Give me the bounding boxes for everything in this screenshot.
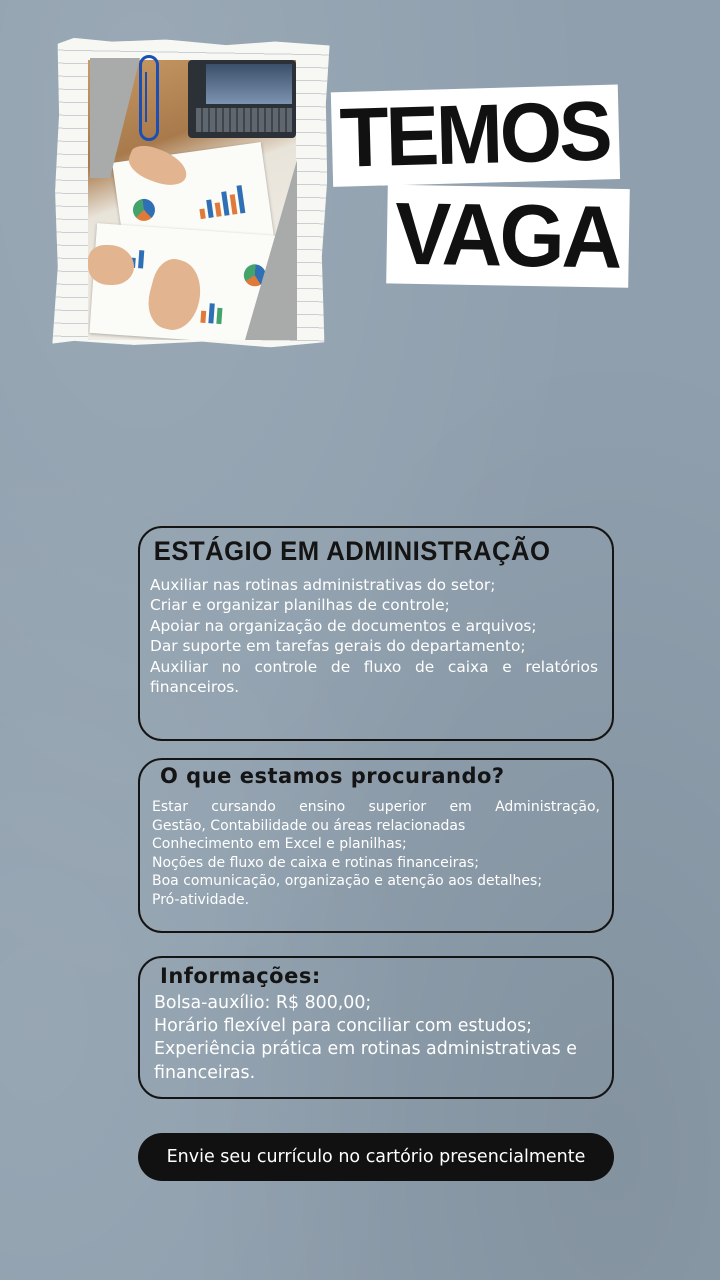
list-item: financeiros. — [150, 678, 240, 697]
laptop — [188, 60, 296, 138]
paperclip-icon — [139, 55, 159, 141]
laptop-keyboard — [196, 108, 292, 132]
list-item: Horário flexível para conciliar com estudos; — [154, 1016, 533, 1037]
info-title: Informações: — [160, 964, 321, 988]
position-duties — [150, 575, 598, 697]
headline-line-1: TEMOS — [331, 85, 621, 187]
position-card — [138, 526, 614, 741]
list-item: Pró-atividade. — [152, 891, 250, 908]
info-card — [138, 956, 614, 1099]
laptop-screen — [206, 64, 292, 104]
send-resume-button[interactable]: Envie seu currículo no cartório presencialmente — [138, 1133, 614, 1181]
list-item: Auxiliar no controle de fluxo de caixa e relatórios — [150, 657, 598, 676]
list-item: Dar suporte em tarefas gerais do departamento; — [150, 637, 526, 656]
list-item: Criar e organizar planilhas de controle; — [150, 596, 450, 615]
info-list — [154, 992, 600, 1085]
list-item: Conhecimento em Excel e planilhas; — [152, 836, 407, 853]
list-item: Bolsa-auxílio: R$ 800,00; — [154, 993, 372, 1013]
headline — [332, 83, 621, 287]
list-item: Gestão, Contabilidade ou áreas relacionadas — [152, 817, 466, 834]
pie-graphic — [132, 198, 157, 223]
list-item: Estar cursando ensino superior em Administração, — [152, 799, 600, 815]
headline-line-2: VAGA — [386, 185, 630, 288]
list-item: Auxiliar nas rotinas administrativas do setor; — [150, 576, 496, 594]
list-item: Noções de fluxo de caixa e rotinas financeiras; — [152, 854, 479, 871]
list-item: financeiras. — [154, 1062, 256, 1083]
list-item: Experiência prática em rotinas administrativas e — [154, 1039, 577, 1060]
bar-graphic — [197, 183, 246, 219]
list-item: Apoiar na organização de documentos e arquivos; — [150, 616, 537, 635]
requirements-title: O que estamos procurando? — [160, 764, 505, 788]
list-item: Boa comunicação, organização e atenção aos detalhes; — [152, 873, 543, 890]
requirements-list — [152, 798, 600, 910]
requirements-card — [138, 758, 614, 933]
position-title: ESTÁGIO EM ADMINISTRAÇÃO — [153, 536, 551, 566]
hand-left — [88, 245, 134, 285]
